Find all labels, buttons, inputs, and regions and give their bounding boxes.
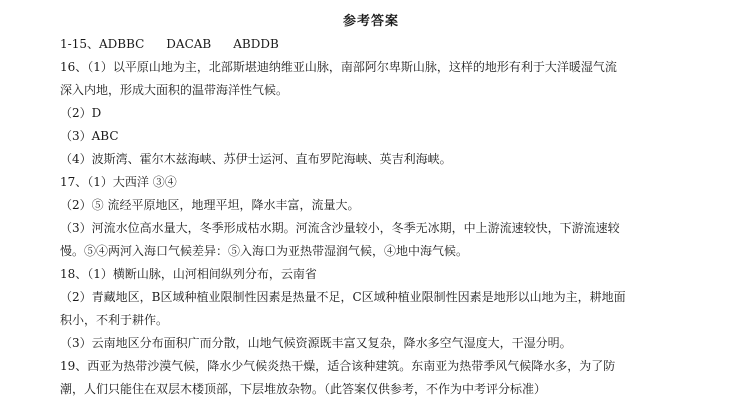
q16-part3: （3）ABC [60,129,119,143]
q16-part2: （2）D [60,106,102,120]
mc-label: 1-15、 [60,37,99,51]
q16-part1-line2: 深入内地，形成大面积的温带海洋性气候。 [60,83,289,97]
q16-part1-line1: 16、（1）以平原山地为主，北部斯堪迪纳维亚山脉，南部阿尔卑斯山脉，这样的地形有利于大洋暖湿气流 [60,60,617,74]
q17-part2: （2）⑤ 流经平原地区，地理平坦，降水丰富，流量大。 [60,198,360,212]
mc-group-2: DACAB [166,37,212,51]
q16-part4: （4）波斯湾、霍尔木兹海峡、苏伊士运河、直布罗陀海峡、英吉利海峡。 [60,152,452,166]
q18-part1: 18、（1）横断山脉，山河相间纵列分布，云南省 [60,267,317,281]
page-title: 参考答案 [342,14,399,29]
mc-group-1: ADBBC [98,37,145,51]
q17-part1: 17、（1）大西洋 ③④ [60,175,177,189]
q18-part3: （3）云南地区分布面积广而分散，山地气候资源既丰富又复杂，降水多空气湿度大，干湿分明。 [60,336,572,350]
q18-part2-line1: （2）青藏地区，B区域种植业限制性因素是热量不足，C区域种植业限制性因素是地形以山地为主，耕地面 [60,290,626,304]
q17-part3-line1: （3）河流水位高水量大，冬季形成枯水期。河流含沙量较小，冬季无冰期，中上游流速较快，下游流速较 [60,221,620,235]
q19-line2: 潮，人们只能住在双层木楼顶部，下层堆放杂物。（此答案仅供参考，不作为中考评分标准） [60,382,547,396]
q18-part2-line2: 积小，不利于耕作。 [60,313,169,327]
mc-answers [60,36,279,52]
q17-part3-line2: 慢。⑤④两河入海口气候差异：⑤入海口为亚热带湿润气候，④地中海气候。 [60,244,469,258]
mc-group-3: ABDDB [233,37,279,51]
q19-line1: 19、西亚为热带沙漠气候，降水少气候炎热干燥，适合该种建筑。东南亚为热带季风气候降水多，为了防 [60,359,616,373]
